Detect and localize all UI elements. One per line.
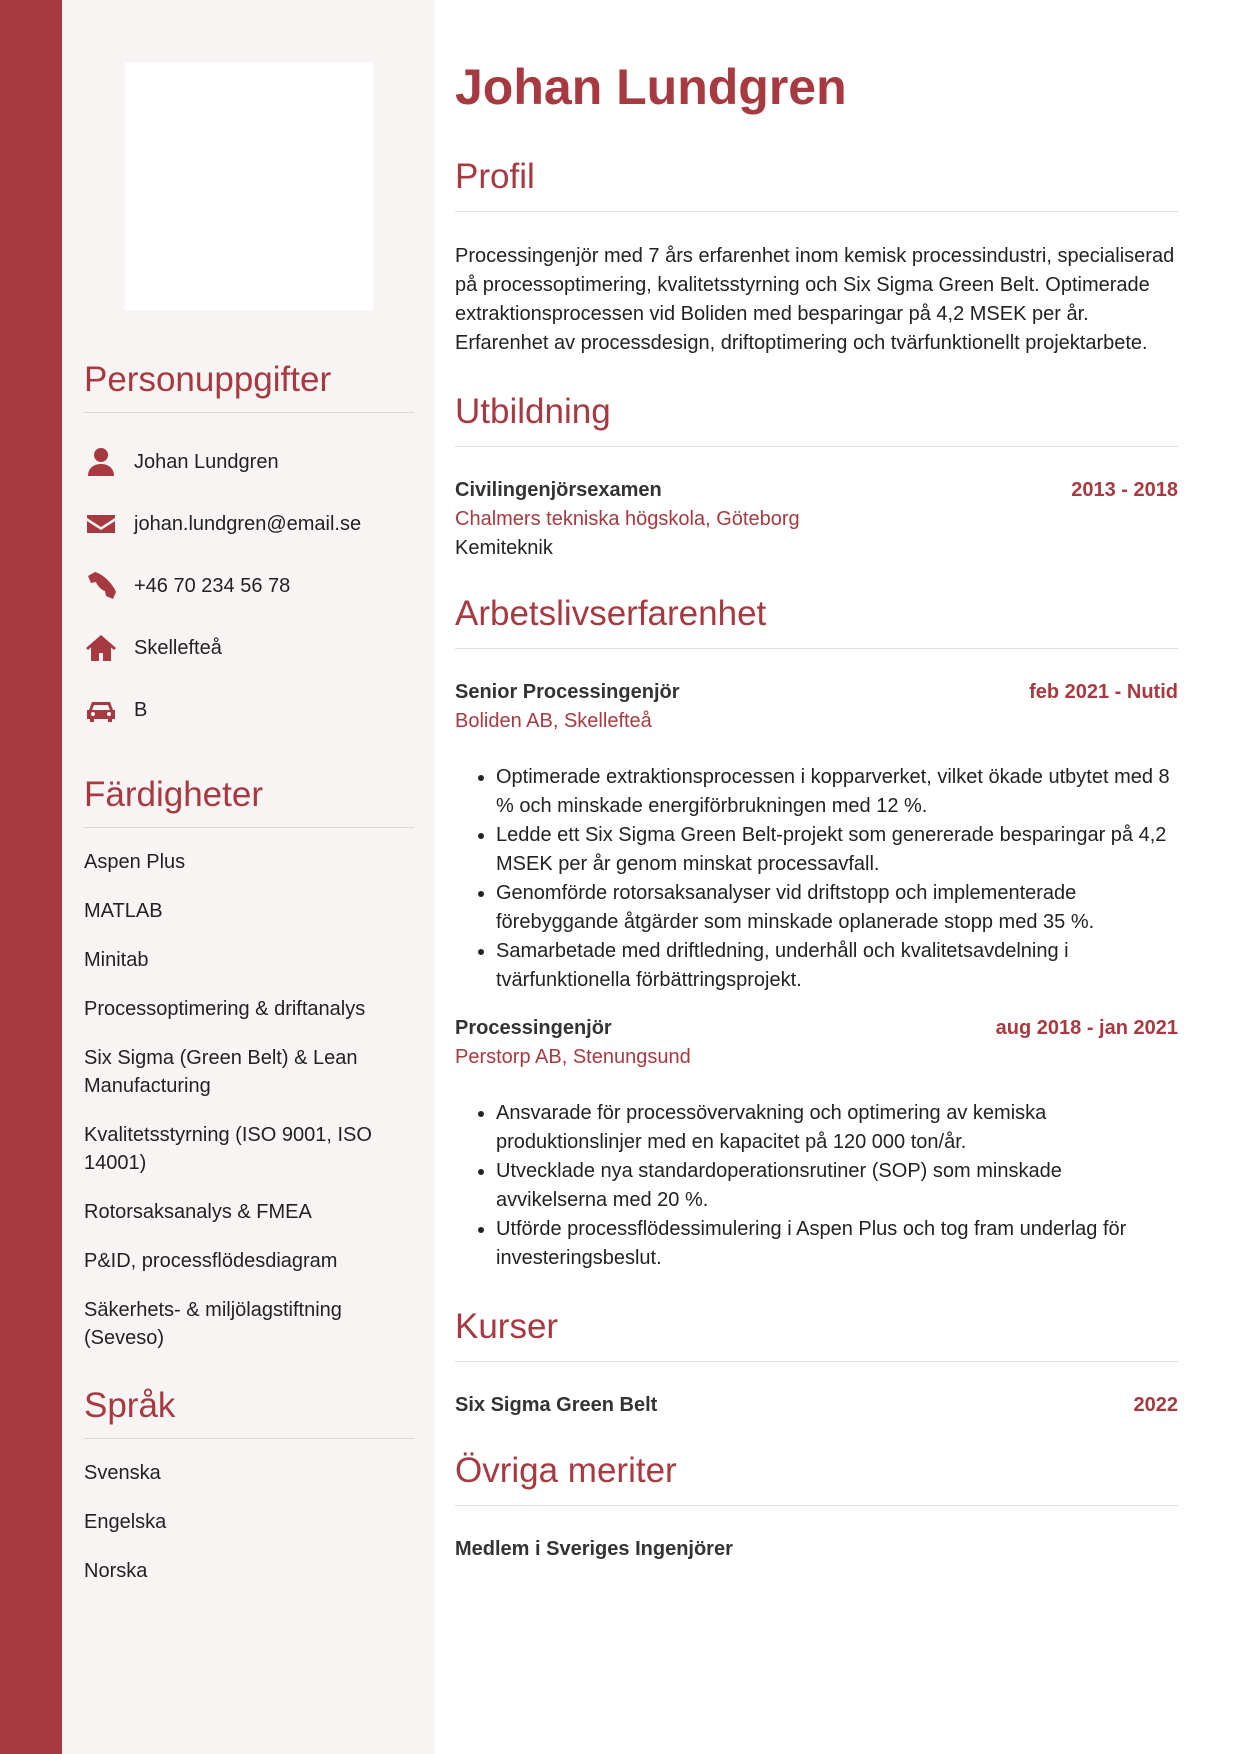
merit-entry	[455, 1538, 1178, 1561]
language-item: Norska	[84, 1560, 148, 1582]
job-title: Senior Processingenjör	[455, 681, 680, 703]
home-icon	[84, 631, 118, 665]
job-bullets	[455, 1099, 1178, 1273]
education-heading: Utbildning	[455, 392, 1178, 447]
contact-email-text: johan.lundgren@email.se	[134, 512, 362, 535]
skill-item: Minitab	[84, 949, 149, 971]
merit-title: Medlem i Sveriges Ingenjörer	[455, 1538, 733, 1560]
profile-heading: Profil	[455, 157, 1178, 212]
skills-list	[84, 848, 414, 1352]
course-entry	[455, 1394, 1178, 1417]
education-field: Kemiteknik	[455, 537, 553, 559]
contact-phone-text: +46 70 234 56 78	[134, 574, 291, 597]
education-degree: Civilingenjörsexamen	[455, 479, 662, 501]
job-employer: Boliden AB, Skellefteå	[455, 710, 652, 732]
language-item: Svenska	[84, 1462, 161, 1484]
personal-heading: Personuppgifter	[84, 360, 414, 413]
job-bullet: • Optimerade extraktionsprocessen i kopparverket, vilket ökade utbytet med 8 % och minskade energiförbrukningen med 12 %.	[496, 763, 1178, 821]
skill-item: Six Sigma (Green Belt) & Lean Manufacturing	[84, 1047, 358, 1097]
profile-photo-placeholder	[125, 62, 373, 310]
car-icon	[84, 693, 118, 727]
contact-location	[84, 617, 414, 679]
skills-heading: Färdigheter	[84, 775, 414, 828]
merits-heading: Övriga meriter	[455, 1451, 1178, 1506]
courses-heading: Kurser	[455, 1307, 1178, 1362]
contact-list	[84, 431, 414, 741]
skill-item: Aspen Plus	[84, 851, 186, 873]
education-entry	[455, 479, 1178, 560]
candidate-name: Johan Lundgren	[455, 59, 847, 115]
skill-item: Säkerhets- & miljölagstiftning (Seveso)	[84, 1299, 342, 1349]
languages-heading: Språk	[84, 1386, 414, 1439]
accent-strip	[0, 0, 62, 1754]
contact-name	[84, 431, 414, 493]
languages-list	[84, 1459, 414, 1585]
contact-license	[84, 679, 414, 741]
job-date: feb 2021 - Nutid	[1029, 681, 1178, 703]
job-bullet: • Utvecklade nya standardoperationsrutiner (SOP) som minskade avvikelserna med 20 %.	[496, 1157, 1178, 1215]
job-date: aug 2018 - jan 2021	[995, 1017, 1178, 1039]
skill-item: P&ID, processflödesdiagram	[84, 1250, 338, 1272]
profile-text: Processingenjör med 7 års erfarenhet inom kemisk processindustri, specialiserad på processoptimering, kvalitetsstyrning och Six Sigma Green Belt. Optimerade extraktionsprocessen vid Boliden med besparingar på 4,2 MSEK per år. Erfarenhet av processdesign, driftoptimering och tvärfunktionellt projektarbete.	[455, 245, 1175, 354]
education-school: Chalmers tekniska högskola, Göteborg	[455, 508, 800, 530]
course-date: 2022	[1133, 1394, 1178, 1416]
job-employer: Perstorp AB, Stenungsund	[455, 1046, 691, 1068]
experience-heading: Arbetslivserfarenhet	[455, 594, 1178, 649]
language-item: Engelska	[84, 1511, 167, 1533]
phone-icon	[84, 569, 118, 603]
contact-name-text: Johan Lundgren	[134, 450, 279, 473]
main-content	[455, 60, 1178, 1561]
experience-entry	[455, 1017, 1178, 1273]
job-bullet: • Ansvarade för processövervakning och optimering av kemiska produktionslinjer med en kapacitet på 120 000 ton/år.	[496, 1099, 1178, 1157]
contact-location-text: Skellefteå	[134, 636, 222, 659]
contact-email	[84, 493, 414, 555]
skill-item: Rotorsaksanalys & FMEA	[84, 1201, 312, 1223]
job-bullet: • Ledde ett Six Sigma Green Belt-projekt som genererade besparingar på 4,2 MSEK per år genom minskat processavfall.	[496, 821, 1178, 879]
job-title: Processingenjör	[455, 1017, 612, 1039]
experience-entry	[455, 681, 1178, 995]
job-bullets	[455, 763, 1178, 995]
skill-item: Kvalitetsstyrning (ISO 9001, ISO 14001)	[84, 1124, 372, 1174]
user-icon	[84, 445, 118, 479]
skill-item: MATLAB	[84, 900, 163, 922]
sidebar-content	[84, 360, 414, 1606]
job-bullet: • Samarbetade med driftledning, underhåll och kvalitetsavdelning i tvärfunktionella förbättringsprojekt.	[496, 937, 1178, 995]
course-title: Six Sigma Green Belt	[455, 1394, 658, 1416]
contact-phone	[84, 555, 414, 617]
sidebar	[62, 0, 435, 1754]
envelope-icon	[84, 507, 118, 541]
skill-item: Processoptimering & driftanalys	[84, 998, 366, 1020]
job-bullet: • Utförde processflödessimulering i Aspen Plus och tog fram underlag för investeringsbeslut.	[496, 1215, 1178, 1273]
contact-license-text: B	[134, 698, 148, 721]
job-bullet: • Genomförde rotorsaksanalyser vid driftstopp och implementerade förebyggande åtgärder som minskade oplanerade stopp med 35 %.	[496, 879, 1178, 937]
education-date: 2013 - 2018	[1071, 479, 1178, 501]
